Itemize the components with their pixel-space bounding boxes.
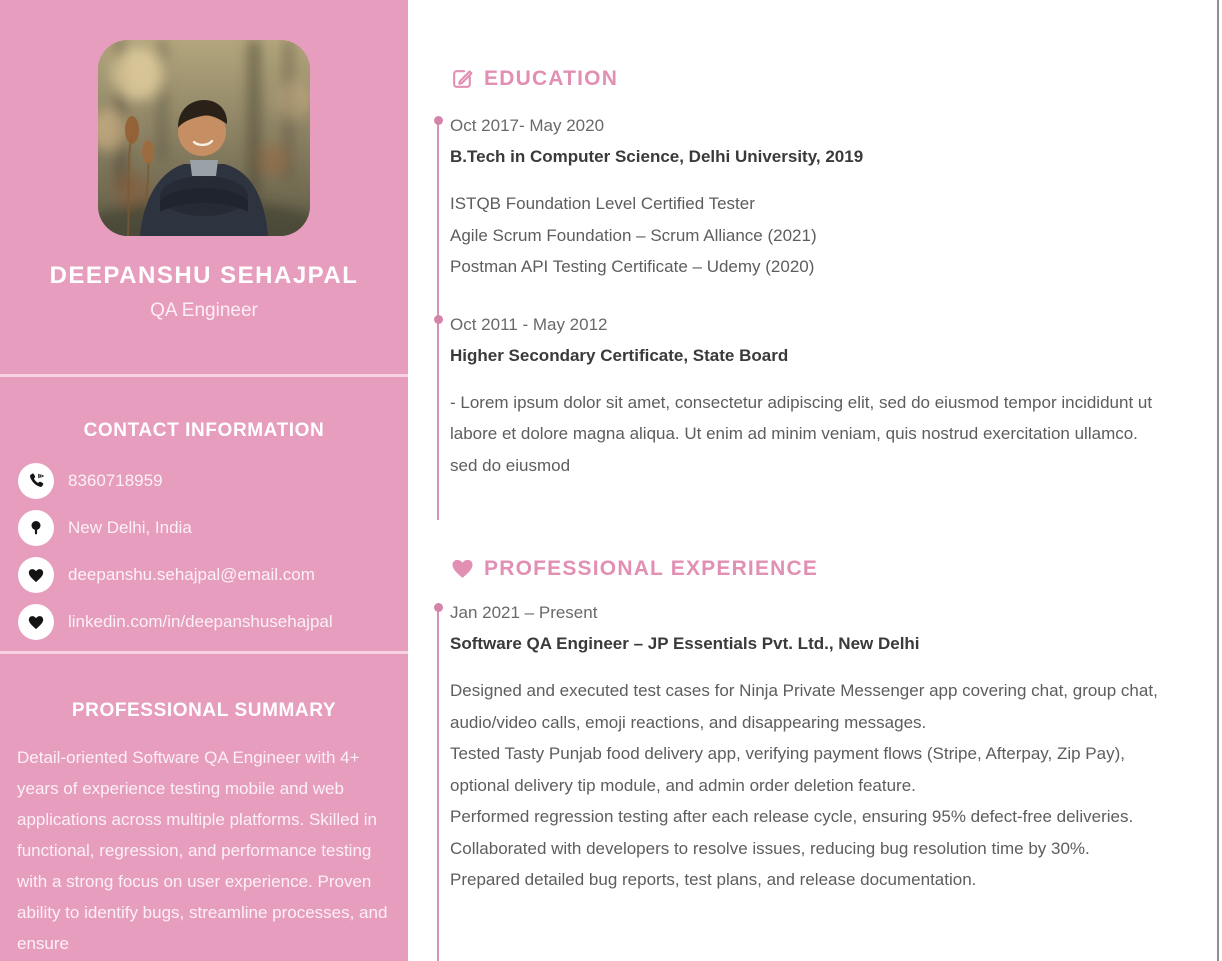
- education-detail-line: Postman API Testing Certificate – Udemy (2020): [450, 257, 815, 276]
- education-section-header: [450, 66, 618, 91]
- education-section-title: EDUCATION: [484, 66, 619, 90]
- education-entry-title: Higher Secondary Certificate, State Board: [450, 345, 789, 365]
- education-entry-details: [450, 188, 1166, 283]
- contact-linkedin-value: linkedin.com/in/deepanshusehajpal: [68, 612, 333, 631]
- education-entry-date: Oct 2011 - May 2012: [450, 314, 608, 334]
- education-entry-date: Oct 2017- May 2020: [450, 116, 605, 135]
- education-entry: [450, 110, 1166, 283]
- education-detail-line: - Lorem ipsum dolor sit amet, consectetur adipiscing elit, sed do eiusmod tempor incididunt ut labore et dolore magna aliqua. Ut enim ad minim veniam, quis nostrud exercitation ullamco. sed do eiusmod: [450, 392, 1153, 475]
- experience-entry: [450, 597, 1166, 896]
- sidebar-divider: [0, 374, 408, 377]
- education-detail-line: ISTQB Foundation Level Certified Tester: [450, 194, 755, 213]
- experience-detail-line: Collaborated with developers to resolve issues, reducing bug resolution time by 30%.: [450, 838, 1090, 858]
- timeline-dot: [434, 116, 443, 125]
- experience-entry-details: [450, 675, 1166, 896]
- education-entry: [450, 309, 1166, 482]
- phone-icon: [18, 463, 54, 499]
- education-timeline: [450, 110, 1166, 520]
- heart-icon: [18, 604, 54, 640]
- sidebar-divider: [0, 651, 408, 654]
- experience-detail-line: Designed and executed test cases for Ninja Private Messenger app covering chat, group chat, audio/video calls, emoji reactions, and disappearing messages.: [450, 681, 1158, 732]
- experience-entry-date: Jan 2021 – Present: [450, 603, 598, 622]
- profile-photo-illustration: [98, 40, 310, 236]
- experience-detail-line: Performed regression testing after each release cycle, ensuring 95% defect-free deliveries.: [450, 807, 1134, 826]
- contact-item-email: [0, 556, 408, 603]
- profile-name: DEEPANSHU SEHAJPAL: [49, 262, 359, 289]
- contact-list: [0, 462, 408, 650]
- education-entry-details: [450, 387, 1166, 482]
- experience-detail-line: Tested Tasty Punjab food delivery app, verifying payment flows (Stripe, Afterpay, Zip Pay), optional delivery tip module, and admin order deletion feature.: [450, 744, 1125, 795]
- location-pin-icon: [18, 510, 54, 546]
- timeline-dot: [434, 603, 443, 612]
- contact-phone-value: 8360718959: [68, 471, 163, 490]
- profile-photo: [98, 40, 310, 236]
- heart-icon: [450, 556, 475, 581]
- heart-icon: [18, 557, 54, 593]
- contact-item-phone: [0, 462, 408, 509]
- profile-job-title: QA Engineer: [150, 300, 258, 321]
- contact-location-value: New Delhi, India: [68, 518, 192, 537]
- contact-email-value: deepanshu.sehajpal@email.com: [68, 565, 315, 584]
- summary-heading: PROFESSIONAL SUMMARY: [71, 700, 337, 721]
- experience-entry-title: Software QA Engineer – JP Essentials Pvt. Ltd., New Delhi: [450, 634, 920, 653]
- edit-note-icon: [450, 66, 475, 91]
- experience-section-header: [450, 556, 818, 581]
- contact-heading: CONTACT INFORMATION: [83, 420, 325, 441]
- main-content: [408, 0, 1222, 961]
- education-entry-title: B.Tech in Computer Science, Delhi University, 2019: [450, 147, 864, 166]
- timeline-dot: [434, 315, 443, 324]
- experience-timeline: [450, 597, 1166, 961]
- contact-item-linkedin: [0, 603, 408, 650]
- experience-section-title: PROFESSIONAL EXPERIENCE: [484, 556, 819, 580]
- education-detail-line: Agile Scrum Foundation – Scrum Alliance (2021): [450, 225, 817, 245]
- summary-text: Detail-oriented Software QA Engineer with 4+ years of experience testing mobile and web applications across multiple platforms. Skilled in functional, regression, and performance testing with a strong focus on user experience. Proven ability to identify bugs, streamline processes, and ensure: [17, 748, 388, 953]
- contact-item-location: [0, 509, 408, 556]
- sidebar: [0, 0, 408, 961]
- experience-detail-line: Prepared detailed bug reports, test plans, and release documentation.: [450, 870, 977, 889]
- page-edge-border: [1217, 0, 1219, 961]
